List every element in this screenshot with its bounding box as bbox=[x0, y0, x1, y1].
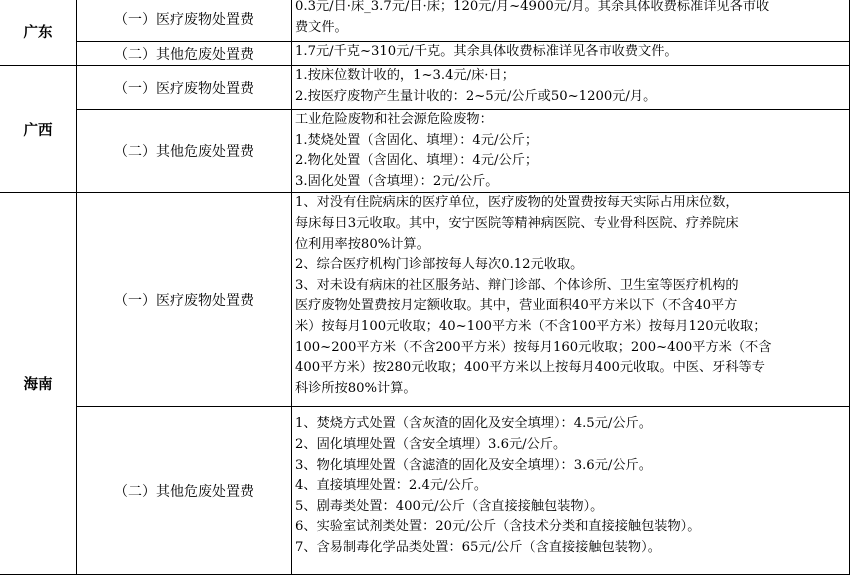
table-row bbox=[0, 193, 850, 407]
fee-item-label: （二）其他危废处置费 bbox=[77, 407, 292, 575]
detail-line: 100~200平方米（不含200平方米）按每月160元收取；200~400平方米（不含 bbox=[295, 339, 772, 355]
detail-line: 工业危险废物和社会源危险废物： bbox=[295, 112, 493, 127]
detail-line: 费文件。 bbox=[295, 19, 348, 35]
detail-line: 科诊所按80%计算。 bbox=[295, 380, 417, 396]
fee-detail bbox=[292, 193, 850, 407]
table-row bbox=[0, 42, 850, 66]
fee-item-label: （二）其他危废处置费 bbox=[77, 110, 292, 193]
fee-detail bbox=[292, 66, 850, 110]
detail-line: 2.按医疗废物产生量计收的：2~5元/公斤或50~1200元/月。 bbox=[295, 88, 657, 104]
detail-line: 5、剧毒类处置：400元/公斤（含直接接触包装物）。 bbox=[295, 498, 604, 514]
detail-line: 2、综合医疗机构门诊部按每人每次0.12元收取。 bbox=[295, 257, 584, 273]
detail-line: 2、固化填埋处置（含安全填埋）3.6元/公斤。 bbox=[295, 436, 567, 452]
region-cell: 广东 bbox=[0, 0, 77, 66]
fee-detail bbox=[292, 42, 850, 66]
detail-line: 3、对未设有病床的社区服务站、辩门诊部、个体诊所、卫生室等医疗机构的 bbox=[295, 277, 739, 293]
detail-line: 1.按床位数计收的，1~3.4元/床·日； bbox=[295, 68, 515, 83]
detail-line: 位利用率按80%计算。 bbox=[295, 236, 430, 252]
table-row bbox=[0, 110, 850, 193]
detail-line: 3.固化处置（含填埋）：2元/公斤。 bbox=[295, 173, 499, 189]
detail-line: 0.3元/日·床_3.7元/日·床；120元/月~4900元/月。其余具体收费标准详见各市收 bbox=[295, 0, 770, 14]
table-row bbox=[0, 407, 850, 575]
detail-line: 3、物化填埋处置（含滤渣的固化及安全填埋）：3.6元/公斤。 bbox=[295, 457, 652, 473]
region-cell: 海南 bbox=[0, 193, 77, 575]
table-row bbox=[0, 0, 850, 42]
region-cell: 广西 bbox=[0, 66, 77, 193]
detail-line: 1.7元/千克~310元/千克。其余具体收费标准详见各市收费文件。 bbox=[295, 44, 678, 59]
detail-line: 每床每日3元收取。其中，安宁医院等精神病医院、专业骨科医院、疗养院床 bbox=[295, 215, 739, 231]
detail-line: 7、含易制毒化学品类处置：65元/公斤（含直接接触包装物）。 bbox=[295, 539, 661, 555]
fee-item-label: （一）医疗废物处置费 bbox=[77, 0, 292, 42]
detail-line: 医疗废物处置费按月定额收取。其中，营业面积40平方米以下（不含40平方 bbox=[295, 298, 738, 314]
fee-detail bbox=[292, 110, 850, 193]
detail-line: 1.焚烧处置（含固化、填埋）：4元/公斤； bbox=[295, 132, 539, 148]
detail-line: 400平方米）按280元收取；400平方米以上按每月400元收取。中医、牙科等专 bbox=[295, 360, 765, 376]
fee-detail bbox=[292, 0, 850, 42]
fee-detail bbox=[292, 407, 850, 575]
fee-item-label: （一）医疗废物处置费 bbox=[77, 193, 292, 407]
detail-line: 1、焚烧方式处置（含灰渣的固化及安全填埋）：4.5元/公斤。 bbox=[295, 416, 652, 432]
detail-line: 2.物化处置（含固化、填埋）：4元/公斤； bbox=[295, 153, 539, 169]
detail-line: 4、直接填埋处置：2.4元/公斤。 bbox=[295, 478, 488, 494]
fee-item-label: （一）医疗废物处置费 bbox=[77, 66, 292, 110]
detail-line: 6、实验室试剂类处置：20元/公斤（含技术分类和直接接触包装物）。 bbox=[295, 519, 701, 535]
table-row bbox=[0, 66, 850, 110]
detail-line: 米）按每月100元收取；40~100平方米（不含100平方米）按每月120元收取； bbox=[295, 318, 767, 334]
fee-item-label: （二）其他危废处置费 bbox=[77, 42, 292, 66]
detail-line: 1、对没有住院病床的医疗单位，医疗废物的处置费按每天实际占用床位数， bbox=[295, 195, 739, 211]
